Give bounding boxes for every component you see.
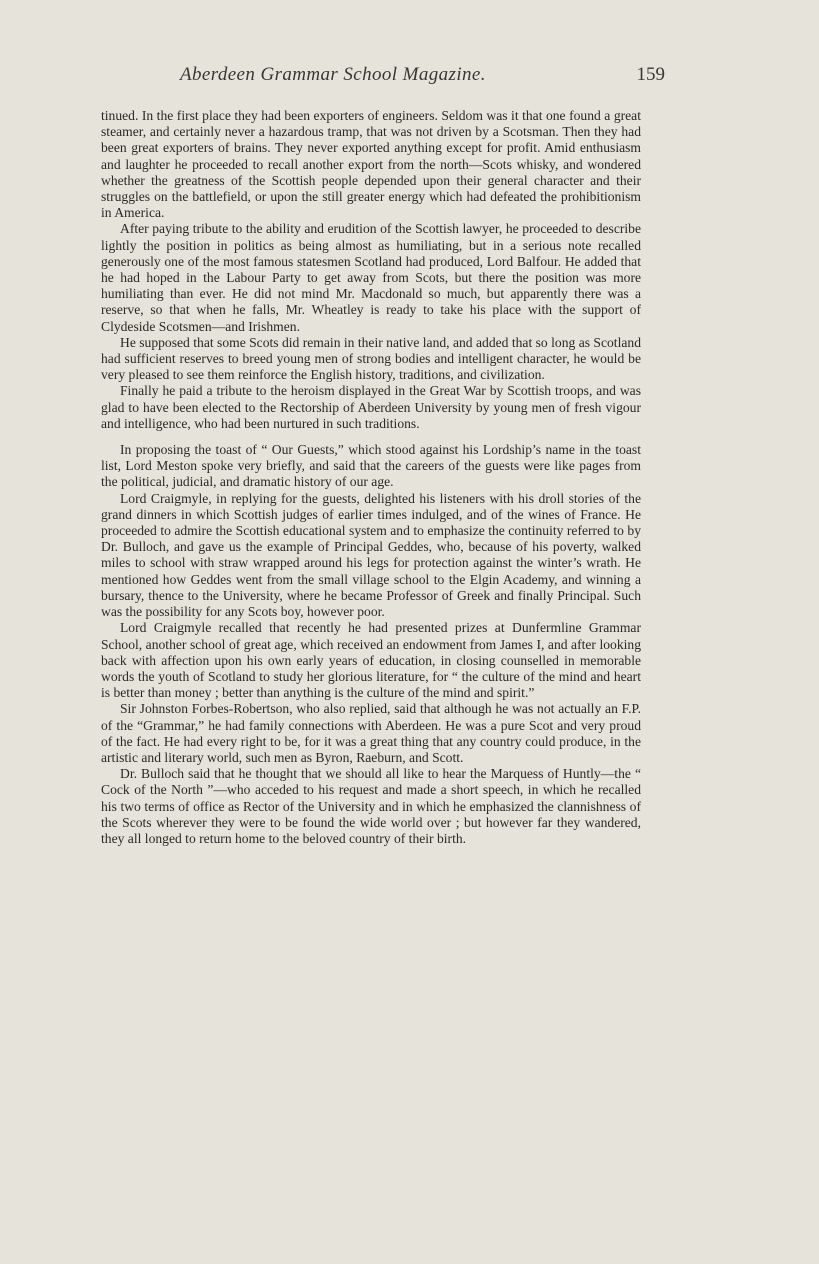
paragraph: Finally he paid a tribute to the heroism displayed in the Great War by Scottish troops, and was glad to have been elected to the Rectorship of Aberdeen University by young men of fresh vigour and intelligence, who had been nurtured in such traditions. (101, 383, 641, 431)
paragraph: After paying tribute to the ability and erudition of the Scottish lawyer, he proceeded to describe lightly the position in politics as being almost as humiliating, but in a serious note recalled generously one of the most famous statesmen Scotland had produced, Lord Balfour. He added that he had hoped in the Labour Party to get away from Scots, but there the position was more humiliating than ever. He did not mind Mr. Macdonald so much, but apparently there was a reserve, so that when he falls, Mr. Wheatley is ready to take his place with the support of Clydeside Scotsmen—and Irishmen. (101, 221, 641, 334)
paragraph: Sir Johnston Forbes-Robertson, who also replied, said that although he was not actually an F.P. of the “Grammar,” he had family connections with Aberdeen. He was a pure Scot and very proud of the fact. He had every right to be, for it was a great thing that any country could produce, in the artistic and literary world, such men as Byron, Raeburn, and Scott. (101, 701, 641, 765)
paragraph: Dr. Bulloch said that he thought that we should all like to hear the Marquess of Huntly—the “ Cock of the North ”—who acceded to his request and made a short speech, in which he recalled his two terms of office as Rector of the University and in which he emphasized the clannishness of the Scots wherever they were to be found the wide world over ; but however far they wandered, they all longed to return home to the beloved country of their birth. (101, 766, 641, 846)
article-body (101, 108, 641, 847)
page-number: 159 (636, 64, 665, 85)
paragraph: He supposed that some Scots did remain in their native land, and added that so long as Scotland had sufficient reserves to breed young men of strong bodies and intelligent character, he would be very pleased to see them reinforce the English history, traditions, and civilization. (101, 334, 641, 383)
paragraph: Lord Craigmyle recalled that recently he had presented prizes at Dunfermline Grammar School, another school of great age, which received an endowment from James I, and after looking back with affection upon his own early years of education, in closing counselled in memorable words the youth of Scotland to study her glorious literature, for “ the culture of the mind and heart is better than money ; better than anything is the culture of the mind and spirit.” (101, 620, 641, 701)
page-header (100, 64, 665, 90)
paragraph: Lord Craigmyle, in replying for the guests, delighted his listeners with his droll stories of the grand dinners in which Scottish judges of earlier times indulged, and of the wines of France. He proceeded to admire the Scottish educational system and to emphasize the continuity referred to by Dr. Bulloch, and gave us the example of Principal Geddes, who, because of his poverty, walked miles to school with straw wrapped around his legs for protection against the winter’s wrath. He mentioned how Geddes went from the small village school to the Elgin Academy, and winning a bursary, thence to the University, where he became Professor of Greek and finally Principal. Such was the possibility for any Scots boy, however poor. (101, 490, 641, 620)
paragraph: In proposing the toast of “ Our Guests,” which stood against his Lordship’s name in the toast list, Lord Meston spoke very briefly, and said that the careers of the guests were like pages from the political, judicial, and dramatic history of our age. (101, 442, 641, 490)
paragraph: tinued. In the first place they had been exporters of engineers. Seldom was it that one found a great steamer, and certainly never a hazardous tramp, that was not driven by a Scotsman. Then they had been great exporters of brains. They never exported anything except for profit. Amid enthusiasm and laughter he proceeded to recall another export from the north—Scots whisky, and wondered whether the greatness of the Scottish people depended upon their general character and their struggles on the battlefield, or upon the still greater energy which had defeated the prohibitionism in America. (101, 108, 641, 221)
running-title: Aberdeen Grammar School Magazine. (180, 64, 486, 85)
